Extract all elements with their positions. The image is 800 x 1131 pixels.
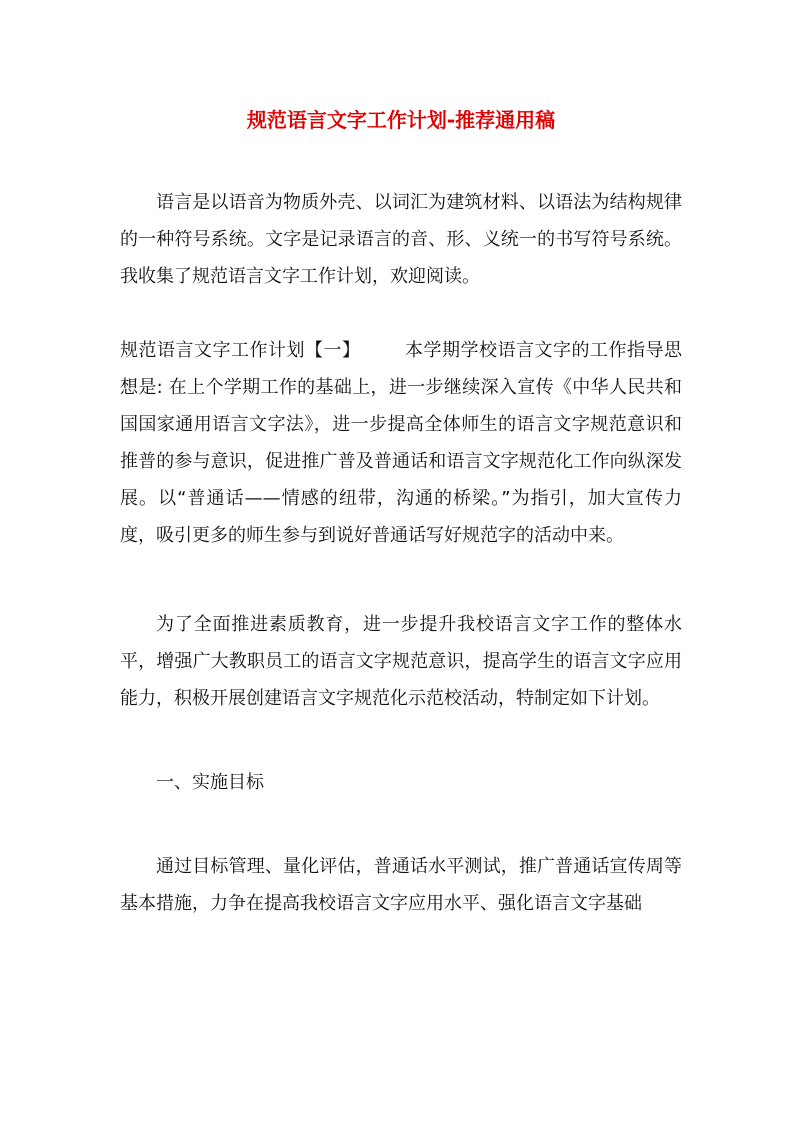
document-title: 规范语言文字工作计划-推荐通用稿: [246, 108, 556, 132]
document-body: [120, 104, 682, 922]
goal-heading: 一、实施目标: [156, 772, 264, 793]
section-one-body: 本学期学校语言文字的工作指导思想是: 在上个学期工作的基础上，进一步继续深入宣传《中华人民共和国国家通用语言文字法》，进一步提高全体师生的语言文字规范意识和推普的参与意识，促进推广普及普通话和语言文字规范化工作向纵深发展。以“普通话——情感的纽带，沟通的桥梁。”为指引，加大宣传力度，吸引更多的师生参与到说好普通话写好规范字的活动中来。: [120, 340, 682, 546]
intro-paragraph: 语言是以语音为物质外壳、以词汇为建筑材料、以语法为结构规律的一种符号系统。文字是记录语言的音、形、义统一的书写符号系统。我收集了规范语言文字工作计划，欢迎阅读。: [120, 192, 682, 287]
goal-paragraph: 通过目标管理、量化评估，普通话水平测试，推广普通话宣传周等基本措施，力争在提高我校语言文字应用水平、强化语言文字基础: [120, 856, 682, 914]
section-one-paragraph: [120, 332, 682, 554]
plan-purpose-paragraph: 为了全面推进素质教育，进一步提升我校语言文字工作的整体水平，增强广大教职员工的语言文字规范意识，提高学生的语言文字应用能力，积极开展创建语言文字规范化示范校活动，特制定如下计划。: [120, 614, 682, 709]
section-one-heading: 规范语言文字工作计划【一】: [120, 340, 361, 361]
